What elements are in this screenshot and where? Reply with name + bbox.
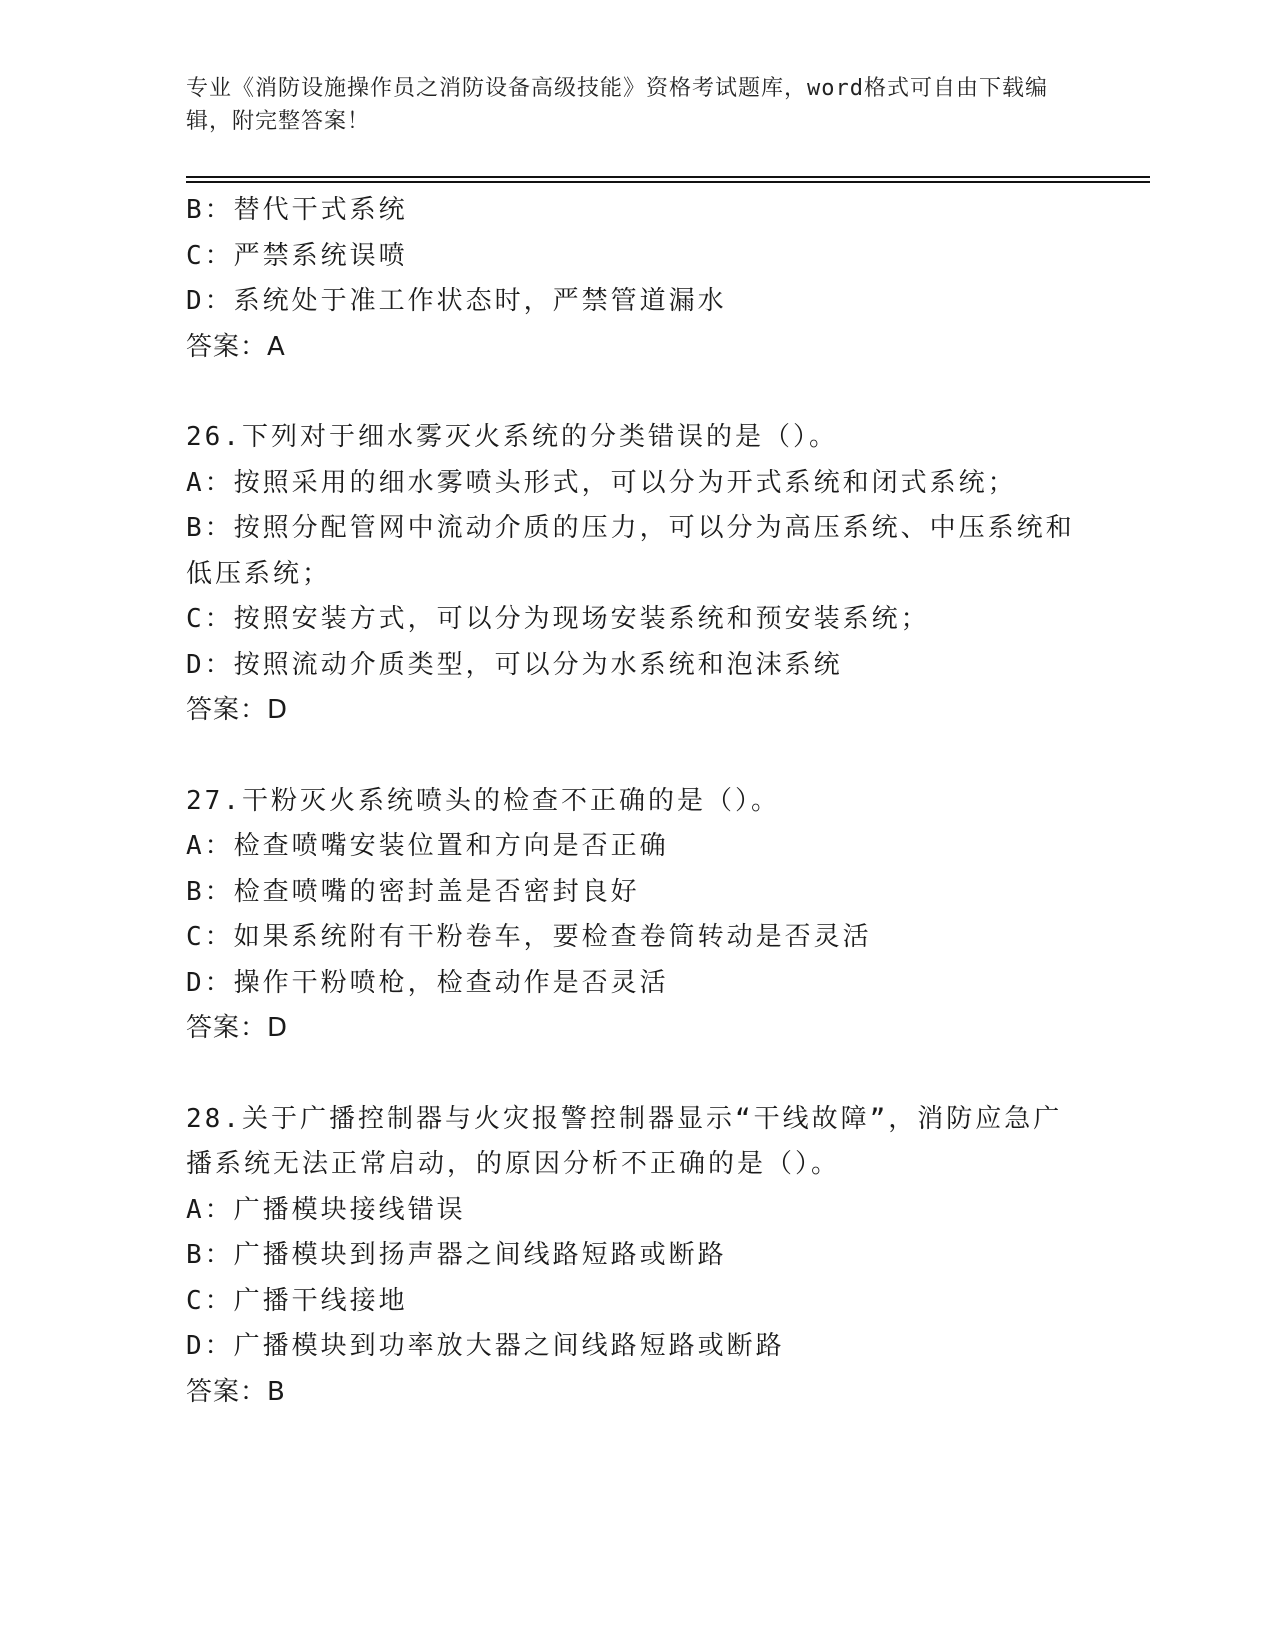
question-28: [186, 1097, 1086, 1416]
option-d: D：广播模块到功率放大器之间线路短路或断路: [186, 1331, 785, 1361]
question-list: [186, 188, 1086, 1415]
spacer: [186, 1052, 1086, 1097]
page-header: 专业《消防设施操作员之消防设备高级技能》资格考试题库，word格式可自由下载编辑，附完整答案！: [186, 76, 1048, 134]
spacer: [186, 734, 1086, 779]
option-c: C：按照安装方式，可以分为现场安装系统和预安装系统；: [186, 604, 930, 634]
option-d: D：系统处于准工作状态时，严禁管道漏水: [186, 286, 727, 316]
question-26: [186, 415, 1086, 734]
option-c: C：如果系统附有干粉卷车，要检查卷筒转动是否灵活: [186, 922, 872, 952]
option-c: C：严禁系统误喷: [186, 240, 408, 271]
option-d: D：操作干粉喷枪，检查动作是否灵活: [186, 967, 669, 998]
answer-label: 答案：D: [186, 695, 289, 725]
answer-label: 答案：A: [186, 331, 286, 362]
option-a: A：按照采用的细水雾喷头形式，可以分为开式系统和闭式系统；: [186, 467, 1017, 498]
option-b: B：检查喷嘴的密封盖是否密封良好: [186, 876, 640, 907]
option-b: B：按照分配管网中流动介质的压力，可以分为高压系统、中压系统和低压系统；: [186, 513, 1075, 589]
question-25-tail: [186, 188, 1086, 370]
question-text: 26.下列对于细水雾灭火系统的分类错误的是（）。: [186, 422, 838, 452]
answer-label: 答案：B: [186, 1376, 286, 1407]
option-a: A：检查喷嘴安装位置和方向是否正确: [186, 831, 669, 861]
answer-label: 答案：D: [186, 1013, 289, 1043]
header-rule-top: [186, 176, 1150, 178]
option-c: C：广播干线接地: [186, 1285, 408, 1316]
question-text: 28.关于广播控制器与火灾报警控制器显示“干线故障”，消防应急广播系统无法正常启动，的原因分析不正确的是（）。: [186, 1103, 1063, 1179]
spacer: [186, 370, 1086, 415]
option-a: A：广播模块接线错误: [186, 1194, 466, 1225]
header-rule-bottom: [186, 181, 1150, 183]
option-b: B：替代干式系统: [186, 195, 408, 225]
option-b: B：广播模块到扬声器之间线路短路或断路: [186, 1240, 727, 1270]
question-27: [186, 779, 1086, 1052]
option-d: D：按照流动介质类型，可以分为水系统和泡沫系统: [186, 649, 843, 680]
question-text: 27.干粉灭火系统喷头的检查不正确的是（）。: [186, 785, 780, 816]
